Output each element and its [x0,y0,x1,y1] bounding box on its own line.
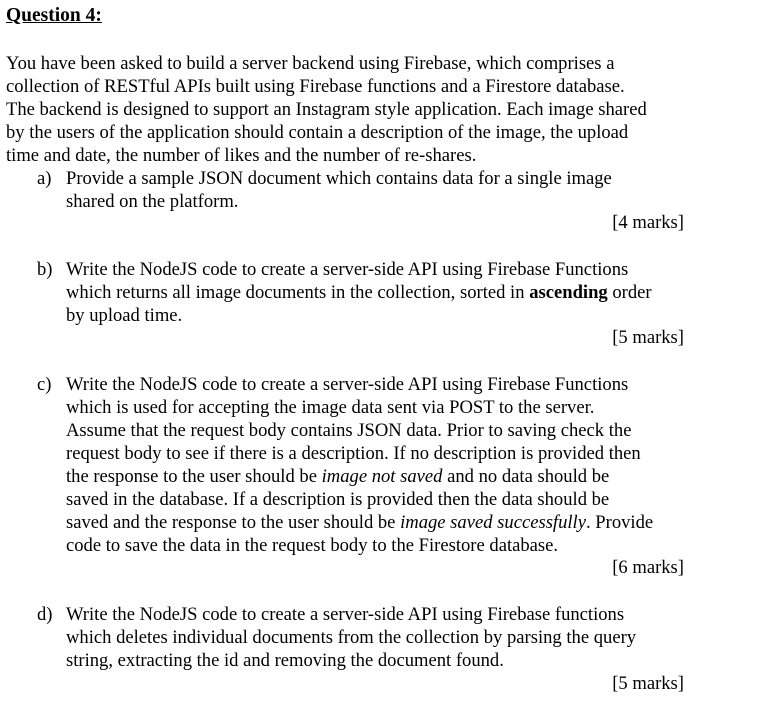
marks-label: [6 marks] [612,557,684,578]
part-line: saved and the response to the user should be image saved successfully. Provide [66,512,654,533]
emphasis-italic: image not saved [321,466,443,487]
part-line: the response to the user should be image not saved and no data should be [66,466,610,487]
emphasis-italic: image saved successfully [400,512,586,533]
part-text [66,258,746,327]
part-letter: d) [37,604,53,625]
marks-label: [5 marks] [612,673,684,694]
intro-line: The backend is designed to support an Instagram style application. Each image shared [6,99,647,120]
intro-line: You have been asked to build a server backend using Firebase, which comprises a [6,53,615,74]
part-line: Write the NodeJS code to create a server-side API using Firebase Functions [66,374,629,395]
part-line: code to save the data in the request body to the Firestore database. [66,535,559,556]
part-line: Write the NodeJS code to create a server-side API using Firebase Functions [66,259,629,280]
intro-line: time and date, the number of likes and the number of re-shares. [6,145,477,166]
part-text [66,167,746,213]
marks-label: [5 marks] [612,327,684,348]
part-line: shared on the platform. [66,191,239,212]
part-line: which returns all image documents in the collection, sorted in ascending order [66,282,652,303]
intro-line: by the users of the application should contain a description of the image, the upload [6,122,629,143]
part-letter: b) [37,259,53,280]
part-line: which is used for accepting the image data sent via POST to the server. [66,397,595,418]
part-line: Assume that the request body contains JSON data. Prior to saving check the [66,420,632,441]
part-line: Provide a sample JSON document which contains data for a single image [66,168,612,189]
part-line: saved in the database. If a description is provided then the data should be [66,489,610,510]
marks-label: [4 marks] [612,212,684,233]
part-line: by upload time. [66,305,183,326]
part-line: string, extracting the id and removing the document found. [66,650,504,671]
part-line: Write the NodeJS code to create a server-side API using Firebase functions [66,604,625,625]
part-letter: a) [37,168,52,189]
question-title: Question 4: [6,5,102,26]
part-letter: c) [37,374,52,395]
emphasis-bold: ascending [529,282,608,303]
part-text [66,373,746,557]
intro-line: collection of RESTful APIs built using Firebase functions and a Firestore database. [6,76,625,97]
part-text [66,603,746,672]
part-line: request body to see if there is a description. If no description is provided then [66,443,641,464]
question-intro [6,52,741,167]
part-line: which deletes individual documents from the collection by parsing the query [66,627,637,648]
